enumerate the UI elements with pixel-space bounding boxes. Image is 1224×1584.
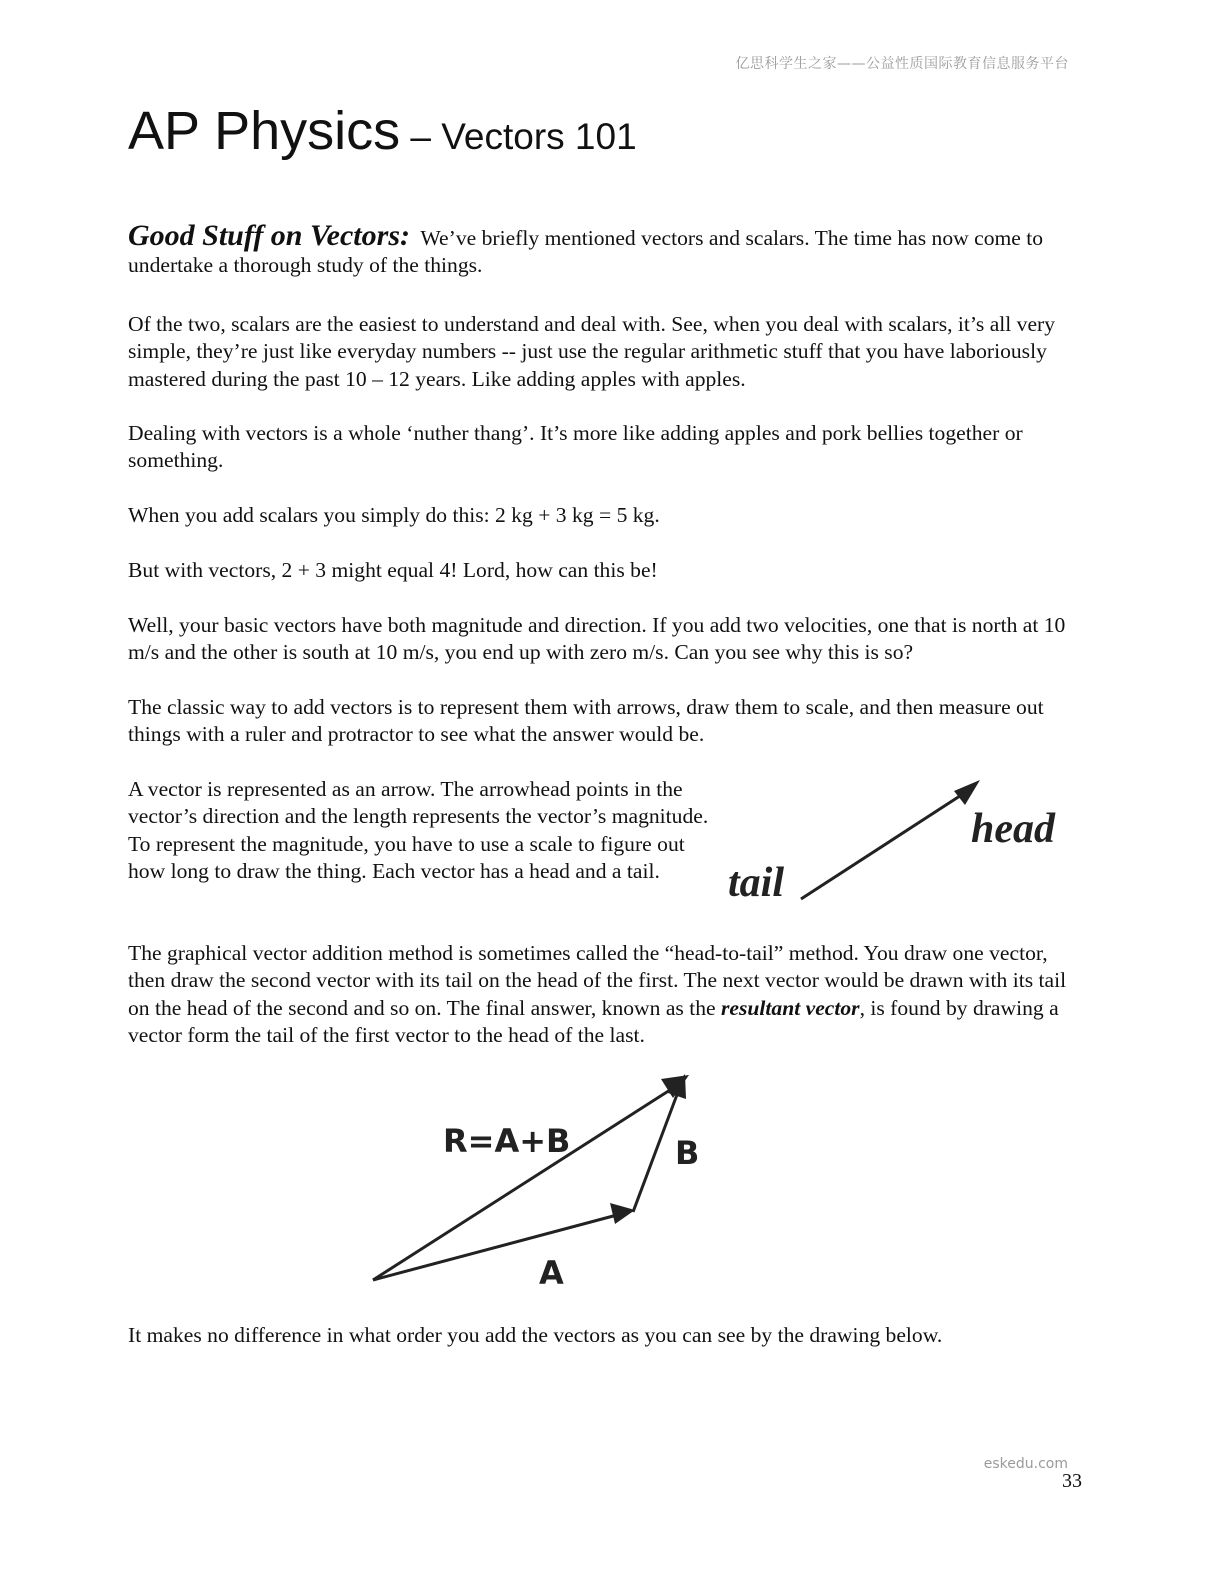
vector-head-tail-figure: [718, 770, 1088, 920]
paragraph-head-to-tail: [128, 940, 1088, 1050]
vector-addition-figure: [355, 1062, 735, 1302]
head-to-tail-text-a: The graphical vector addition method is sometimes called the “head-to-tail” method. You draw one vector, then draw the second vector with its tail on the head of the first. The next vector would be drawn with its tail on the head of the second and so on. The final answer, known as the: [128, 941, 1067, 1020]
paragraph-arrow: A vector is represented as an arrow. The arrowhead points in the vector’s direction and the length represents the vector’s magnitude. To represent the magnitude, you have to use a scale to figure out how long to draw the thing. Each vector has a head and a tail.: [128, 777, 709, 884]
resultant-vector-term: resultant vector: [721, 995, 860, 1020]
paragraph-vectors: Dealing with vectors is a whole ‘nuther thang’. It’s more like adding apples and pork bellies together or something.: [128, 421, 1023, 473]
vector-a-line: [373, 1215, 617, 1280]
resultant-label: R=A+B: [443, 1122, 571, 1160]
paragraph-scalars: Of the two, scalars are the easiest to understand and deal with. See, when you deal with scalars, it’s all very simple, they’re just like everyday numbers -- just use the regular arithmetic stuff that you have laboriously mastered during the past 10 – 12 years. Like adding apples with apples.: [128, 312, 1056, 391]
vector-r-line: [373, 1090, 670, 1280]
head-label: head: [971, 806, 1055, 852]
vector-b-label: B: [675, 1134, 700, 1172]
page-number: 33: [1062, 1470, 1082, 1492]
tail-label: tail: [728, 860, 785, 906]
paragraph-classic-method: The classic way to add vectors is to represent them with arrows, draw them to scale, and then measure out things with a ruler and protractor to see what the answer would be.: [128, 695, 1044, 747]
paragraph-order: It makes no difference in what order you add the vectors as you can see by the drawing below.: [128, 1323, 943, 1347]
title-sub: – Vectors 101: [400, 116, 637, 157]
vector-arrowhead: [954, 780, 980, 805]
page-title: [128, 100, 637, 162]
vector-arrow-shaft: [801, 792, 966, 899]
intro-text: We’ve briefly mentioned vectors and scalars. The time has now come to undertake a thorough study of the things.: [128, 226, 1044, 278]
footer-site: eskedu.com: [983, 1456, 1068, 1472]
paragraph-scalar-addition: When you add scalars you simply do this: 2 kg + 3 kg = 5 kg.: [128, 503, 660, 527]
vector-a-label: A: [539, 1254, 564, 1292]
section-heading: Good Stuff on Vectors:: [128, 219, 410, 252]
title-main: AP Physics: [128, 101, 401, 161]
paragraph-magnitude-direction: Well, your basic vectors have both magnitude and direction. If you add two velocities, one that is north at 10 m/s and the other is south at 10 m/s, you end up with zero m/s. Can you see why this is so?: [128, 613, 1066, 665]
header-watermark: 亿思科学生之家——公益性质国际教育信息服务平台: [735, 56, 1069, 72]
paragraph-vector-addition: But with vectors, 2 + 3 might equal 4! Lord, how can this be!: [128, 558, 658, 582]
intro-paragraph: [128, 219, 1088, 280]
vector-a-arrowhead: [610, 1203, 635, 1224]
head-to-tail-text-b: , is found by drawing a vector form the tail of the first vector to the head of the last.: [128, 995, 1059, 1048]
